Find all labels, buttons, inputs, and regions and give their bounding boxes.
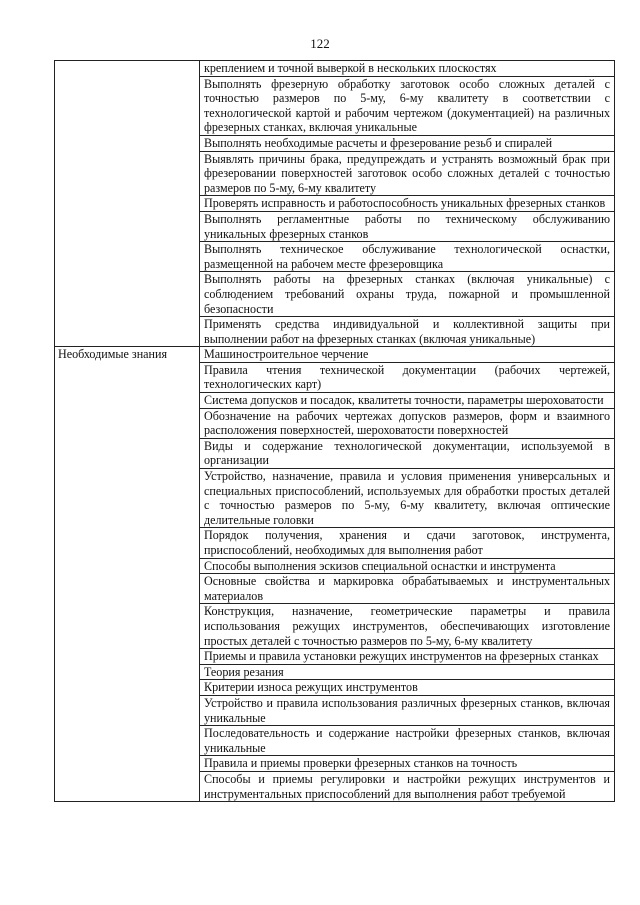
knowledge-row: [55, 347, 615, 363]
knowledge-item: Система допусков и посадок, квалитеты точности, параметры шероховатости: [200, 393, 615, 409]
knowledge-item: Правила и приемы проверки фрезерных станков на точность: [200, 756, 615, 772]
knowledge-label: Необходимые знания: [55, 347, 200, 802]
knowledge-item: Основные свойства и маркировка обрабатываемых и инструментальных материалов: [200, 574, 615, 604]
knowledge-item: Способы выполнения эскизов специальной оснастки и инструмента: [200, 558, 615, 574]
knowledge-item: Обозначение на рабочих чертежах допусков размеров, форм и взаимного расположения поверхностей, шероховатости поверхностей: [200, 408, 615, 438]
knowledge-item: Машиностроительное черчение: [200, 347, 615, 363]
knowledge-item: Приемы и правила установки режущих инструментов на фрезерных станках: [200, 649, 615, 665]
skills-label-cell: [55, 61, 200, 347]
knowledge-item: Виды и содержание технологической документации, используемой в организации: [200, 438, 615, 468]
page-number: 122: [310, 36, 330, 51]
skill-item: Выполнять работы на фрезерных станках (включая уникальные) с соблюдением требований охраны труда, пожарной и промышленной безопасности: [200, 272, 615, 317]
skill-item: Выявлять причины брака, предупреждать и устранять возможный брак при фрезеровании поверхностей заготовок особо сложных деталей с точностью размеров по 5-му, 6-му квалитету: [200, 151, 615, 196]
skill-row: [55, 61, 615, 77]
skill-item: креплением и точной выверкой в нескольких плоскостях: [200, 61, 615, 77]
skill-item: Выполнять необходимые расчеты и фрезерование резьб и спиралей: [200, 135, 615, 151]
competency-table: [54, 60, 615, 802]
skill-item: Выполнять регламентные работы по техническому обслуживанию уникальных фрезерных станков: [200, 211, 615, 241]
competency-table-body: [55, 61, 615, 802]
skill-item: Выполнять техническое обслуживание технологической оснастки, размещенной на рабочем месте фрезеровщика: [200, 242, 615, 272]
skill-item: Применять средства индивидуальной и коллективной защиты при выполнении работ на фрезерных станках (включая уникальные): [200, 317, 615, 347]
knowledge-item: Правила чтения технической документации (рабочих чертежей, технологических карт): [200, 362, 615, 392]
knowledge-item: Порядок получения, хранения и сдачи заготовок, инструмента, приспособлений, необходимых для выполнения работ: [200, 528, 615, 558]
knowledge-item: Последовательность и содержание настройки фрезерных станков, включая уникальные: [200, 726, 615, 756]
skill-item: Проверять исправность и работоспособность уникальных фрезерных станков: [200, 196, 615, 212]
skill-item: Выполнять фрезерную обработку заготовок особо сложных деталей с точностью размеров по 5-му, 6-му квалитету в соответствии с технологической картой и рабочим чертежом (документацией) на различных фрезерных станках, включая уникальные: [200, 76, 615, 135]
knowledge-item: Устройство и правила использования различных фрезерных станков, включая уникальные: [200, 695, 615, 725]
knowledge-item: Теория резания: [200, 664, 615, 680]
knowledge-item: Устройство, назначение, правила и условия применения универсальных и специальных приспособлений, используемых для обработки простых деталей с точностью размеров по 5-му, 6-му квалитету, включая оптические делительные головки: [200, 469, 615, 528]
knowledge-item: Конструкция, назначение, геометрические параметры и правила использования режущих инструментов, обеспечивающих изготовление простых деталей с точностью размеров по 5-му, 6-му квалитету: [200, 604, 615, 649]
knowledge-item: Критерии износа режущих инструментов: [200, 680, 615, 696]
knowledge-item: Способы и приемы регулировки и настройки режущих инструментов и инструментальных приспособлений для выполнения работ требуемой: [200, 771, 615, 801]
